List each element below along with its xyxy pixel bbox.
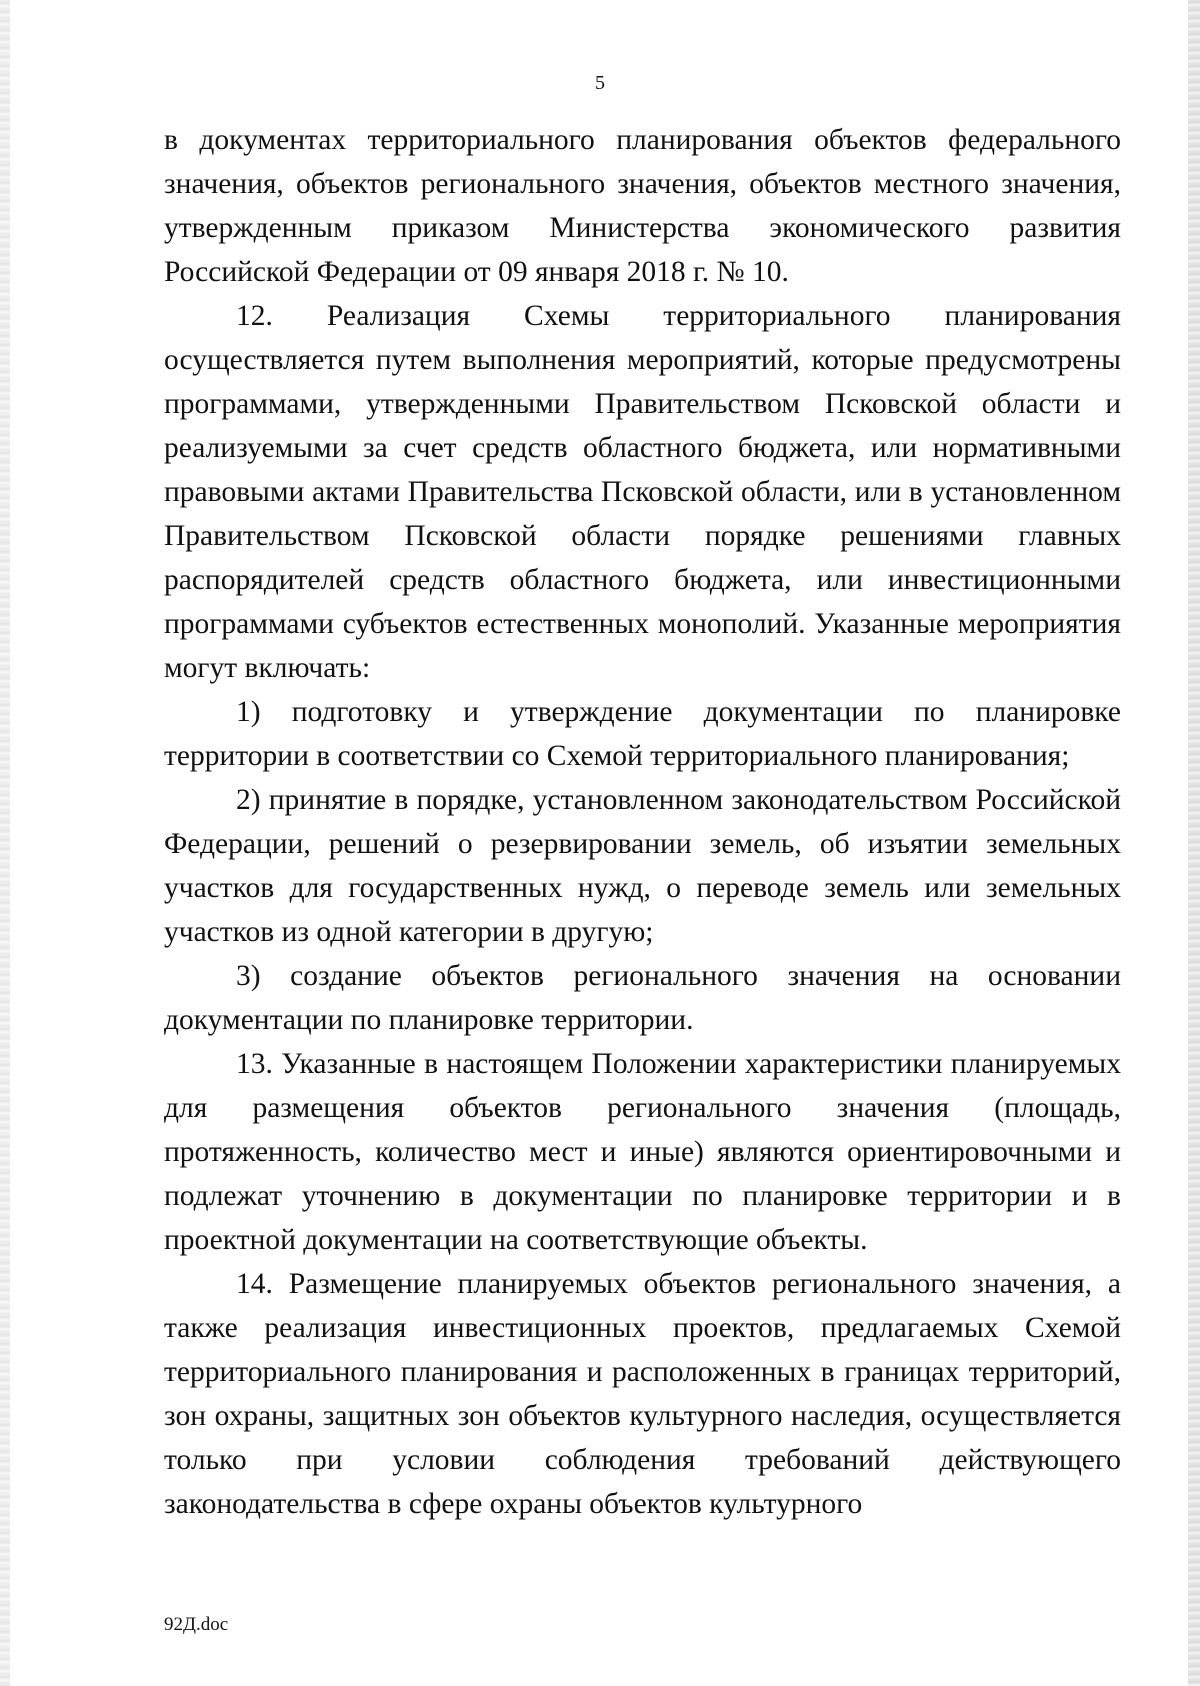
scan-edge-right	[1188, 0, 1200, 1686]
list-item-3: 3) создание объектов регионального значения на основании документации по планировке территории.	[164, 960, 1121, 1036]
list-item-1: 1) подготовку и утверждение документации по планировке территории в соответствии со Схемой территориального планирования;	[164, 696, 1121, 772]
document-body	[164, 118, 1121, 1526]
paragraph-14: 14. Размещение планируемых объектов регионального значения, а также реализация инвестиционных проектов, предлагаемых Схемой территориального планирования и расположенных в границах территорий, зон охраны, защитных зон объектов культурного наследия, осуществляется только при условии соблюдения требований действующего законодательства в сфере охраны объектов культурного	[164, 1268, 1121, 1520]
paragraph-13: 13. Указанные в настоящем Положении характеристики планируемых для размещения объектов регионального значения (площадь, протяженность, количество мест и иные) являются ориентировочными и подлежат уточнению в документации по планировке территории и в проектной документации на соответствующие объекты.	[164, 1048, 1121, 1256]
footer-filename: 92Д.doc	[164, 1614, 229, 1635]
paragraph-12: 12. Реализация Схемы территориального планирования осуществляется путем выполнения мероприятий, которые предусмотрены программами, утвержденными Правительством Псковской области и реализуемыми за счет средств областного бюджета, или нормативными правовыми актами Правительства Псковской области, или в установленном Правительством Псковской области порядке решениями главных распорядителей средств областного бюджета, или инвестиционными программами субъектов естественных монополий. Указанные мероприятия могут включать:	[164, 300, 1121, 684]
scan-edge-left	[0, 0, 10, 1686]
paragraph-continuation: в документах территориального планирования объектов федерального значения, объектов регионального значения, объектов местного значения, утвержденным приказом Министерства экономического развития Российской Федерации от 09 января 2018 г. № 10.	[164, 124, 1121, 288]
page-number: 5	[595, 72, 605, 94]
list-item-2: 2) принятие в порядке, установленном законодательством Российской Федерации, решений о резервировании земель, об изъятии земельных участков для государственных нужд, о переводе земель или земельных участков из одной категории в другую;	[164, 784, 1121, 948]
